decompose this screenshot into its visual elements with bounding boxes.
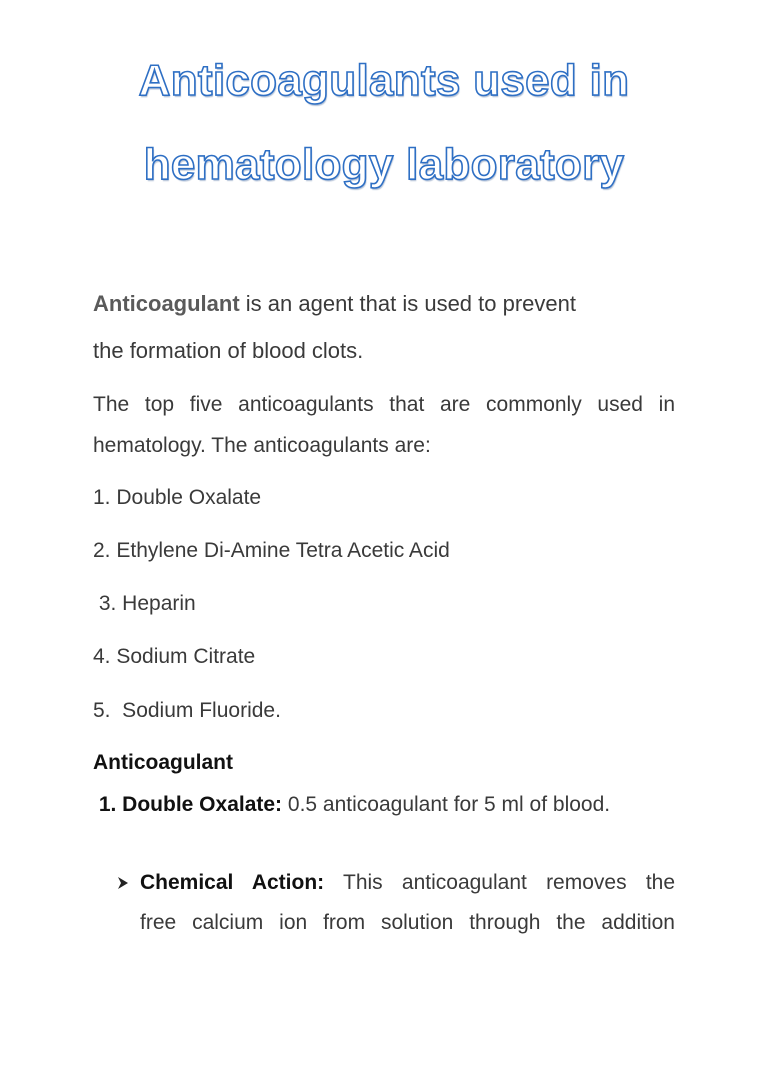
intro-line-2: hematology. The anticoagulants are: — [93, 434, 431, 457]
definition-line-2: the formation of blood clots. — [93, 338, 364, 363]
list-item: 2. Ethylene Di-Amine Tetra Acetic Acid — [93, 539, 450, 562]
chemical-action-label: Chemical Action: — [140, 871, 325, 894]
definition-text: is an agent that is used to prevent — [239, 291, 576, 316]
list-item: 3. Heparin — [93, 592, 196, 615]
chemical-action-line-1 — [140, 871, 675, 895]
item-double-oxalate-label: 1. Double Oxalate: — [93, 793, 283, 816]
chemical-action-line-2: free calcium ion from solution through the addition — [140, 911, 675, 934]
intro-line-1: The top five anticoagulants that are commonly used in — [93, 393, 675, 416]
list-item: 5. Sodium Fluoride. — [93, 699, 281, 722]
item-double-oxalate-text: 0.5 anticoagulant for 5 ml of blood. — [282, 793, 611, 816]
list-item: 4. Sodium Citrate — [93, 645, 256, 668]
section-heading: Anticoagulant — [93, 751, 233, 774]
chemical-action-text: This anticoagulant removes the — [324, 871, 676, 894]
page-title-line-2: hematology laboratory — [143, 140, 625, 189]
definition-term: Anticoagulant — [93, 291, 240, 316]
page-title-line-1: Anticoagulants used in — [138, 56, 630, 105]
list-item: 1. Double Oxalate — [93, 486, 262, 509]
definition-line-1 — [93, 292, 675, 316]
item-double-oxalate — [93, 793, 675, 817]
